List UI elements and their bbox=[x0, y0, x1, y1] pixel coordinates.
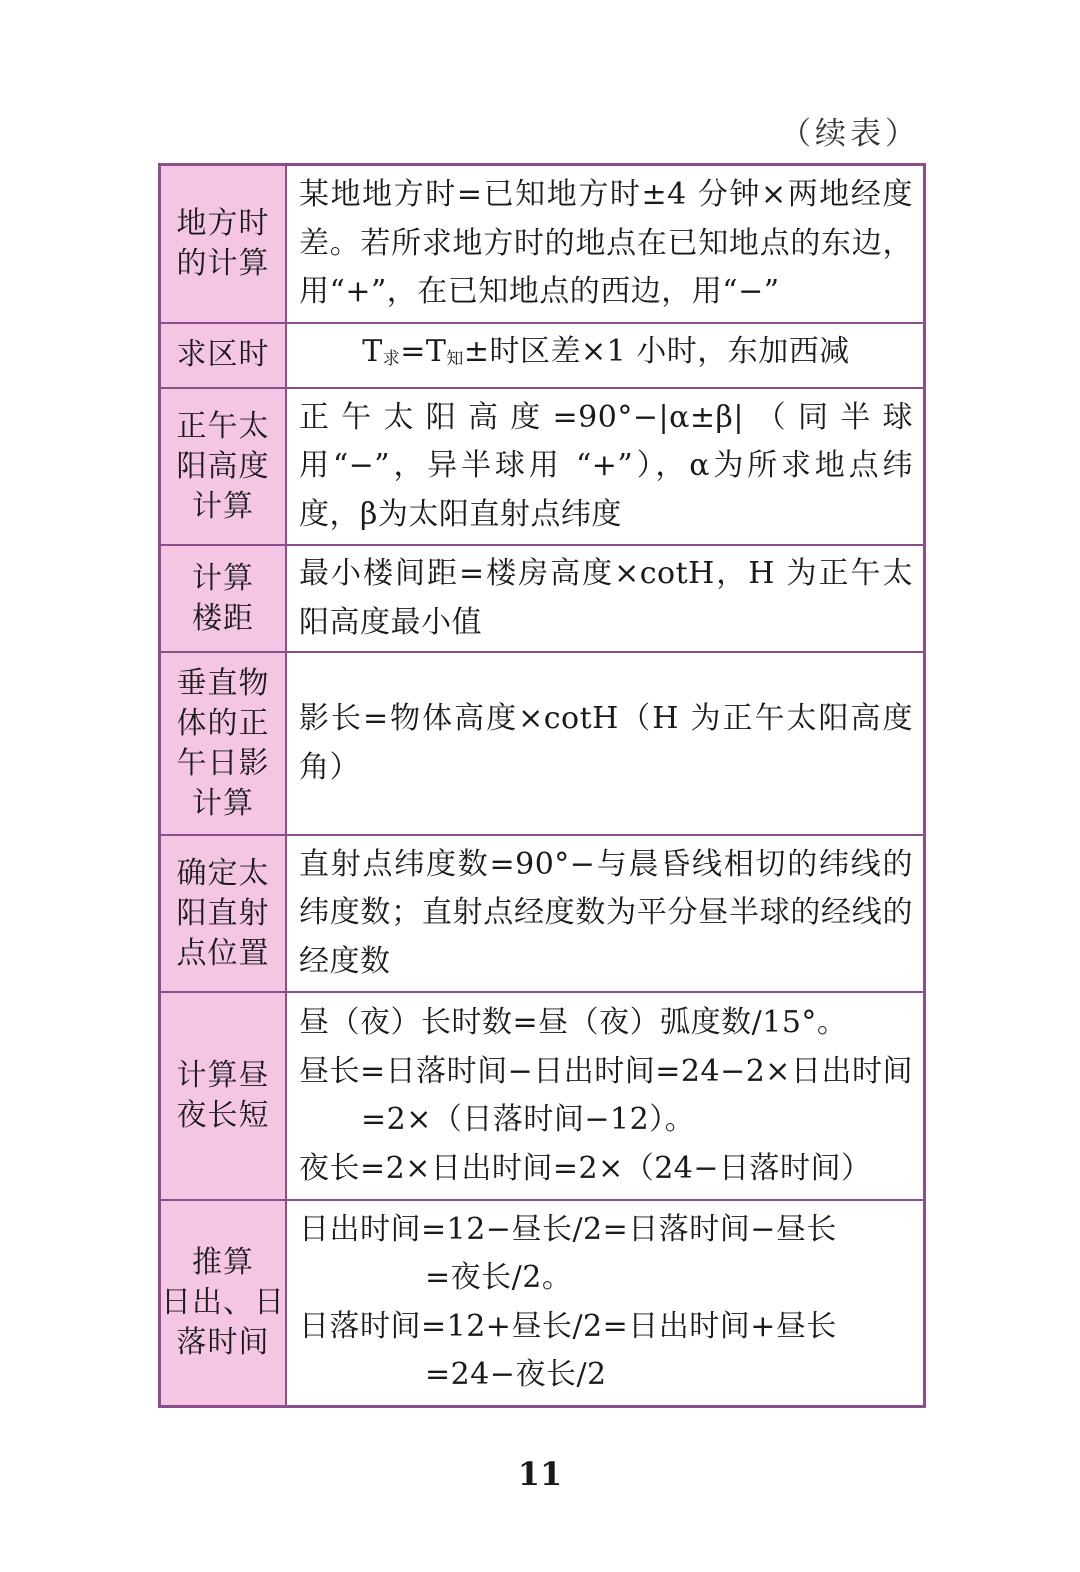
topic-line: 楼距 bbox=[192, 600, 254, 636]
topic-line: 点位置 bbox=[176, 935, 270, 971]
table-row bbox=[160, 388, 925, 545]
content-line: 日落时间=12+昼长/2=日出时间+昼长 bbox=[299, 1308, 837, 1344]
topic-line: 计算 bbox=[192, 785, 254, 821]
content-line: 昼长=日落时间−日出时间=24−2×日出时间 bbox=[299, 1053, 913, 1089]
content-line: 昼（夜）长时数=昼（夜）弧度数/15°。 bbox=[299, 1005, 848, 1040]
table-row bbox=[160, 165, 925, 323]
topic-line: 的计算 bbox=[176, 245, 270, 281]
row-topic bbox=[160, 388, 287, 545]
formula-text: ±时区差×1 小时，东加西减 bbox=[463, 333, 850, 369]
topic-line: 夜长短 bbox=[176, 1098, 270, 1133]
formula-symbol: T bbox=[362, 333, 383, 369]
content-line: 日出时间=12−昼长/2=日落时间−昼长 bbox=[299, 1211, 837, 1247]
row-content bbox=[286, 1200, 924, 1406]
row-content: 最小楼间距=楼房高度×cotH，H 为正午太阳高度最小值 bbox=[286, 545, 924, 652]
topic-line: 垂直物 bbox=[176, 665, 270, 701]
table-row bbox=[160, 992, 925, 1200]
row-content bbox=[286, 323, 924, 389]
topic-line: 落时间 bbox=[176, 1324, 270, 1360]
table-row bbox=[160, 1200, 925, 1406]
row-topic bbox=[160, 652, 287, 835]
topic-line: 推算 bbox=[192, 1244, 254, 1280]
row-topic bbox=[160, 992, 287, 1200]
topic-line: 计算 bbox=[192, 488, 254, 524]
formula-symbol: =T bbox=[400, 333, 447, 369]
topic-line: 阳直射 bbox=[176, 895, 270, 931]
content-line: =24−夜长/2 bbox=[425, 1357, 607, 1393]
row-content: 正午太阳高度=90°−|α±β|（同半球用“−”，异半球用 “+”），α为所求地点纬度，β为太阳直射点纬度 bbox=[286, 388, 924, 545]
continued-label: （续表） bbox=[780, 116, 920, 152]
topic-line: 正午太 bbox=[176, 408, 270, 444]
topic-line: 午日影 bbox=[176, 745, 270, 781]
row-topic bbox=[160, 323, 287, 389]
topic-line: 确定太 bbox=[176, 855, 270, 891]
table-row bbox=[160, 652, 925, 835]
topic-line: 阳高度 bbox=[176, 448, 270, 484]
page-number: 11 bbox=[517, 1455, 563, 1493]
formula-table bbox=[158, 163, 926, 1408]
table-row bbox=[160, 323, 925, 389]
topic-line: 计算 bbox=[192, 560, 254, 596]
topic-line: 日出、日 bbox=[161, 1284, 285, 1320]
row-topic bbox=[160, 545, 287, 652]
row-topic bbox=[160, 1200, 287, 1406]
table-row bbox=[160, 835, 925, 992]
row-content: 某地地方时=已知地方时±4 分钟×两地经度差。若所求地方时的地点在已知地点的东边，用“+”，在已知地点的西边，用“−” bbox=[286, 165, 924, 323]
content-line: =夜长/2。 bbox=[425, 1260, 573, 1296]
topic-line: 计算昼 bbox=[176, 1058, 270, 1093]
row-topic bbox=[160, 165, 287, 323]
formula-subscript: 求 bbox=[382, 348, 401, 369]
topic-line: 体的正 bbox=[176, 705, 270, 741]
row-content: 影长=物体高度×cotH（H 为正午太阳高度角） bbox=[286, 652, 924, 835]
row-topic bbox=[160, 835, 287, 992]
table-row bbox=[160, 545, 925, 652]
content-line: =2×（日落时间−12）。 bbox=[361, 1102, 696, 1137]
content-line: 夜长=2×日出时间=2×（24−日落时间） bbox=[299, 1150, 872, 1186]
topic-line: 地方时 bbox=[176, 205, 270, 241]
row-content: 直射点纬度数=90°−与晨昏线相切的纬线的纬度数；直射点经度数为平分昼半球的经线的经度数 bbox=[286, 835, 924, 992]
formula-subscript: 知 bbox=[446, 348, 464, 369]
topic-line: 求区时 bbox=[176, 337, 270, 373]
row-content bbox=[286, 992, 924, 1200]
